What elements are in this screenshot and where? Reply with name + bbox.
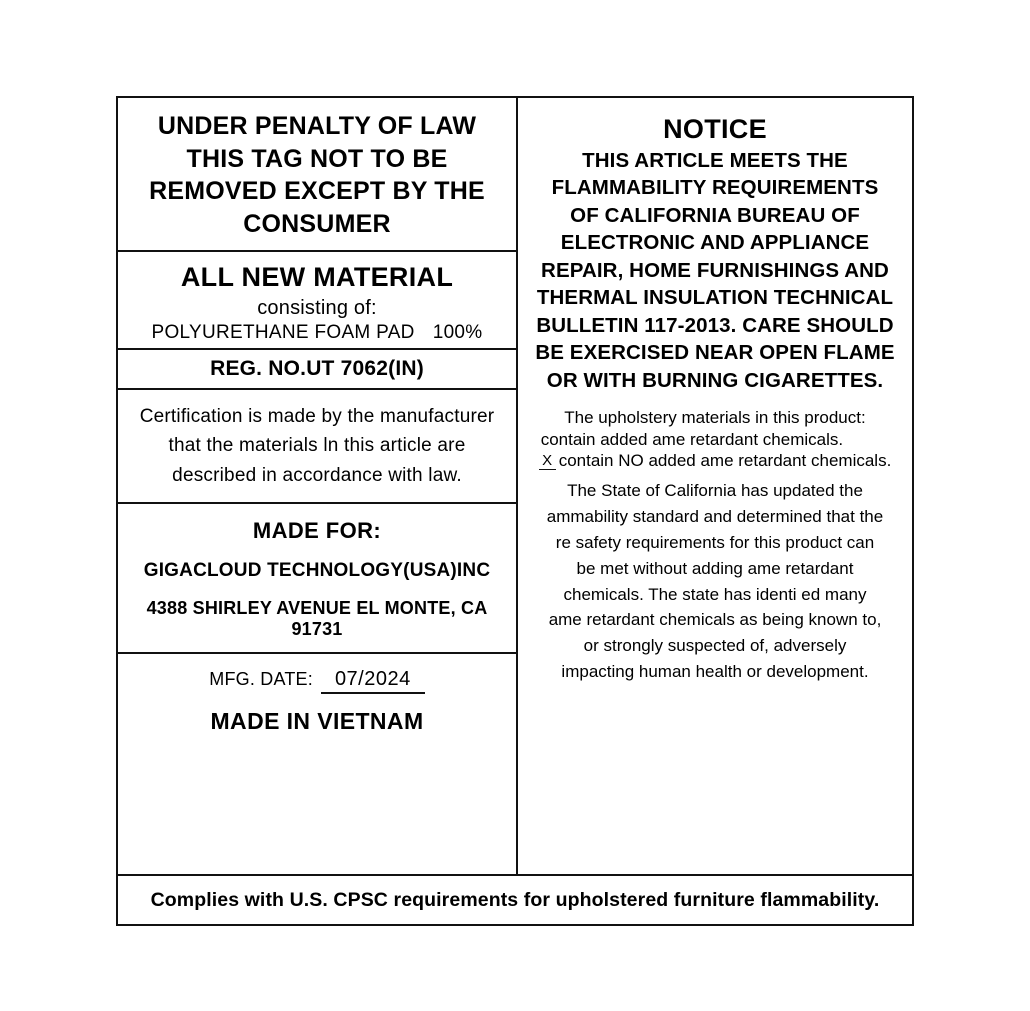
made-for-section (118, 504, 516, 654)
mfg-date-label: MFG. DATE: (209, 669, 313, 690)
tag-columns (118, 98, 912, 874)
option-contains-no-label: contain NO added ame retardant chemicals. (558, 451, 892, 471)
material-section (118, 252, 516, 350)
made-for-label: MADE FOR: (252, 518, 382, 544)
company-name: GIGACLOUD TECHNOLOGY(USA)INC (143, 560, 491, 582)
penalty-of-law-notice: UNDER PENALTY OF LAW THIS TAG NOT TO BE REMOVED EXCEPT BY THE CONSUMER (118, 98, 516, 252)
material-percent: 100% (432, 322, 483, 343)
option-contains-no-row[interactable] (539, 451, 892, 471)
company-address: 4388 SHIRLEY AVENUE EL MONTE, CA 91731 (146, 598, 488, 640)
option-contains-label: contain added ame retardant chemicals. (540, 430, 844, 450)
all-new-material-heading: ALL NEW MATERIAL (180, 262, 454, 292)
option-contains-row[interactable] (539, 430, 892, 450)
cpsc-compliance-footer: Complies with U.S. CPSC requirements for upholstered furniture flammability. (118, 874, 912, 924)
upholstery-intro-text: The upholstery materials in this product: (564, 408, 866, 428)
certification-statement: Certification is made by the manufacturer that the materials ln this article are described in accordance with law. (118, 390, 516, 504)
material-name: POLYURETHANE FOAM PAD (151, 322, 415, 343)
consisting-of-label: consisting of: (257, 297, 377, 319)
tag-left-column (118, 98, 518, 874)
mfg-date-row (209, 668, 424, 694)
mfg-date-value: 07/2024 (321, 668, 425, 694)
flame-retardant-options (539, 430, 892, 472)
manufacture-section (118, 654, 516, 745)
material-composition-row (126, 322, 508, 344)
california-state-statement: The State of California has updated the ammability standard and determined that the re safety requirements for this product can be met without adding ame retardant chemicals. The state has identi ed many ame retardant chemicals as being known to, or strongly suspected of, adversely impacting human health or development. (546, 481, 884, 682)
tag-right-column (518, 98, 912, 874)
country-of-origin: MADE IN VIETNAM (210, 708, 424, 735)
notice-body-text: THIS ARTICLE MEETS THE FLAMMABILITY REQUIREMENTS OF CALIFORNIA BUREAU OF ELECTRONIC AND APPLIANCE REPAIR, HOME FURNISHINGS AND THERMAL INSULATION TECHNICAL BULLETIN 117-2013. CARE SHOULD BE EXERCISED NEAR OPEN FLAME OR WITH BURNING CIGARETTES. (535, 149, 895, 392)
flammability-law-tag (116, 96, 914, 926)
registration-number: REG. NO.UT 7062(IN) (118, 350, 516, 390)
checkbox-checked-icon[interactable]: X (539, 453, 556, 470)
notice-heading: NOTICE (663, 114, 767, 144)
